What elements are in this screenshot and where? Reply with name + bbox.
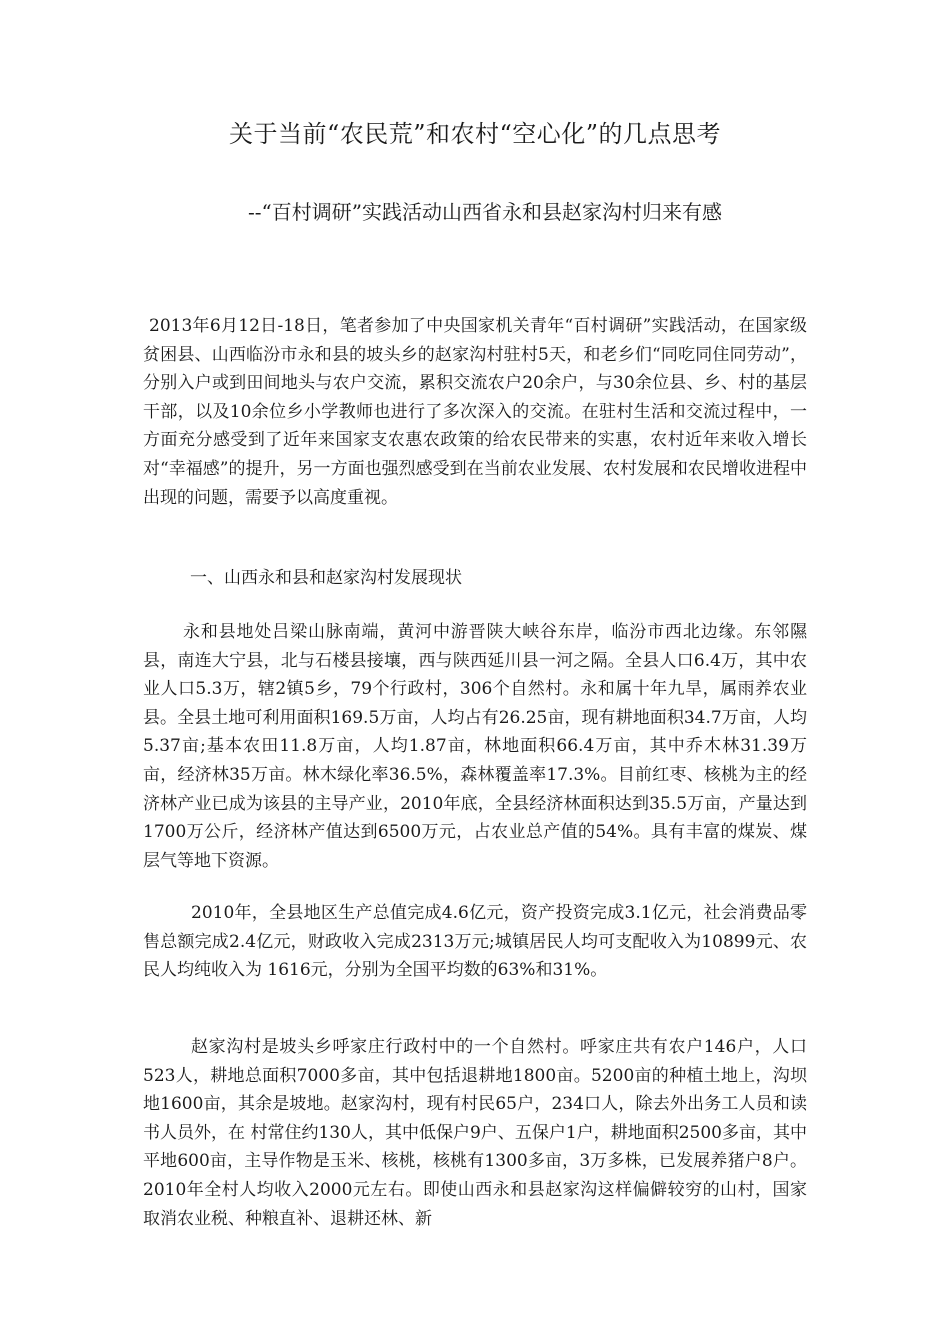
paragraph-economy-2010: 2010年，全县地区生产总值完成4.6亿元，资产投资完成3.1亿元，社会消费品零售总额完成2.4亿元，财政收入完成2313万元;城镇居民人均可支配收入为10899元、农民人均纯收入为 1616元，分别为全国平均数的63%和31%。 — [143, 903, 807, 981]
section-heading: 一、山西永和县和赵家沟村发展现状 — [190, 568, 462, 588]
document-title: 关于当前“农民荒”和农村“空心化”的几点思考 — [228, 120, 722, 148]
paragraph-intro: 2013年6月12日-18日，笔者参加了中央国家机关青年“百村调研”实践活动，在国家级贫困县、山西临汾市永和县的坡头乡的赵家沟村驻村5天，和老乡们“同吃同住同劳动”，分别入户或到田间地头与农户交流，累积交流农户20余户，与30余位县、乡、村的基层干部，以及10余位乡小学教师也进行了多次深入的交流。在驻村生活和交流过程中，一方面充分感受到了近年来国家支农惠农政策的给农民带来的实惠，农村近年来收入增长对“幸福感”的提升，另一方面也强烈感受到在当前农业发展、农村发展和农民增收进程中出现的问题，需要予以高度重视。 — [143, 316, 807, 508]
paragraph-village-overview: 赵家沟村是坡头乡呼家庄行政村中的一个自然村。呼家庄共有农户146户，人口523人，耕地总面积7000多亩，其中包括退耕地1800亩。5200亩的种植土地上，沟坝地1600亩，其余是坡地。赵家沟村，现有村民65户，234口人，除去外出务工人员和读书人员外，在 村常住约130人，其中低保户9户、五保户1户，耕地面积2500多亩，其中平地600亩，主导作物是玉米、核桃，核桃有1300多亩，3万多株，已发展养猪户8户。2010年全村人均收入2000元左右。即使山西永和县赵家沟这样偏僻较穷的山村，国家取消农业税、种粮直补、退耕还林、新 — [143, 1037, 807, 1229]
document-subtitle: --“百村调研”实践活动山西省永和县赵家沟村归来有感 — [248, 200, 722, 224]
paragraph-county-overview: 永和县地处吕梁山脉南端，黄河中游晋陕大峡谷东岸，临汾市西北边缘。东邻隰县，南连大宁县，北与石楼县接壤，西与陕西延川县一河之隔。全县人口6.4万，其中农业人口5.3万，辖2镇5乡，79个行政村，306个自然村。永和属十年九旱，属雨养农业县。全县土地可利用面积169.5万亩，人均占有26.25亩，现有耕地面积34.7万亩，人均5.37亩;基本农田11.8万亩，人均1.87亩，林地面积66.4万亩，其中乔木林31.39万亩，经济林35万亩。林木绿化率36.5%，森林覆盖率17.3%。目前红枣、核桃为主的经济林产业已成为该县的主导产业，2010年底，全县经济林面积达到35.5万亩，产量达到1700万公斤，经济林产值达到6500万元，占农业总产值的54%。具有丰富的煤炭、煤层气等地下资源。 — [143, 622, 807, 871]
